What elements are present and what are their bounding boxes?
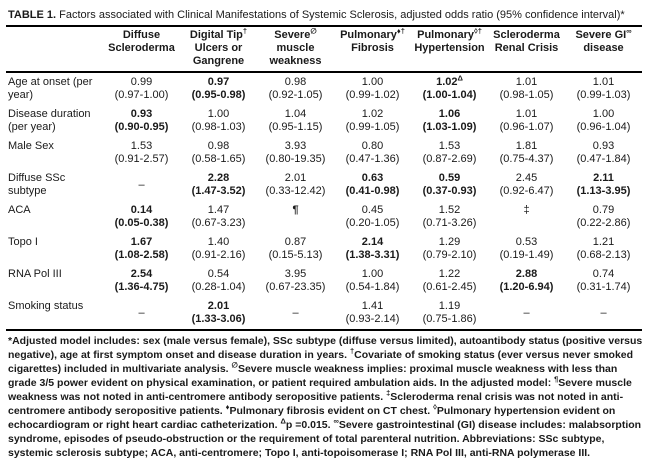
odds-ratio-value: 1.52 [438, 204, 461, 216]
odds-ratio-value: 3.95 [284, 268, 307, 280]
odds-ratio-cell [103, 265, 180, 297]
odds-ratio-cell [103, 169, 180, 201]
odds-ratio-value: 1.00 [361, 268, 384, 280]
confidence-interval: (1.03-1.09) [422, 121, 477, 133]
confidence-interval: (0.71-3.26) [422, 217, 477, 229]
odds-ratio-cell [180, 137, 257, 169]
column-header: Pulmonary♦† Fibrosis [334, 26, 411, 72]
odds-ratio-cell [334, 201, 411, 233]
confidence-interval: (1.00-1.04) [422, 89, 477, 101]
odds-ratio-cell [180, 233, 257, 265]
row-label: ACA [8, 204, 31, 216]
table-row [6, 201, 642, 233]
confidence-interval: (0.99-1.03) [576, 89, 631, 101]
odds-ratio-value: 0.93 [592, 140, 615, 152]
odds-ratio-value: 1.53 [438, 140, 461, 152]
odds-ratio-cell [334, 169, 411, 201]
odds-ratio-value: 2.11 [593, 172, 614, 184]
row-label: Male Sex [8, 140, 54, 152]
confidence-interval: (0.47-1.84) [576, 153, 631, 165]
odds-ratio-cell [488, 201, 565, 233]
odds-ratio-cell [103, 105, 180, 137]
odds-ratio-value: 1.41 [361, 300, 384, 312]
confidence-interval: (0.67-23.35) [265, 281, 326, 293]
odds-ratio-cell [103, 233, 180, 265]
odds-ratio-value: 1.04 [284, 108, 307, 120]
odds-ratio-cell [257, 72, 334, 105]
table-row [6, 72, 642, 105]
odds-ratio-cell [565, 297, 642, 330]
odds-ratio-cell [565, 265, 642, 297]
confidence-interval: (1.13-3.95) [576, 185, 631, 197]
odds-ratio-cell [411, 169, 488, 201]
confidence-interval: (0.22-2.86) [576, 217, 631, 229]
odds-ratio-value: 1.06 [438, 108, 461, 120]
table-row [6, 137, 642, 169]
odds-ratio-cell [488, 265, 565, 297]
odds-ratio-cell [334, 105, 411, 137]
odds-ratio-cell [488, 297, 565, 330]
odds-ratio-value: 1.01 [515, 76, 538, 88]
odds-ratio-value: 1.22 [438, 268, 461, 280]
odds-ratio-value: 0.63 [361, 172, 384, 184]
confidence-interval: (0.68-2.13) [576, 249, 631, 261]
table-header [6, 26, 642, 72]
confidence-interval: (0.96-1.07) [499, 121, 554, 133]
confidence-interval: (0.98-1.03) [191, 121, 246, 133]
odds-ratio-value: 1.00 [207, 108, 230, 120]
odds-ratio-cell [257, 169, 334, 201]
odds-ratio-value: 0.99 [130, 76, 153, 88]
table-body [6, 72, 642, 330]
confidence-interval: (0.05-0.38) [114, 217, 169, 229]
odds-ratio-value: 1.00 [592, 108, 615, 120]
confidence-interval: (0.33-12.42) [265, 185, 326, 197]
odds-ratio-value: 2.28 [207, 172, 230, 184]
odds-ratio-cell [334, 297, 411, 330]
odds-ratio-cell [180, 201, 257, 233]
odds-ratio-cell [334, 265, 411, 297]
odds-ratio-value: 0.53 [515, 236, 538, 248]
odds-ratio-cell [180, 105, 257, 137]
confidence-interval: (1.20-6.94) [499, 281, 554, 293]
odds-ratio-value: 2.54 [130, 268, 153, 280]
empty-cell-dash: – [600, 307, 607, 319]
odds-ratio-value: 1.02 [361, 108, 384, 120]
column-header: Pulmonary◊† Hypertension [411, 26, 488, 72]
odds-ratio-cell [411, 297, 488, 330]
table-title [8, 8, 640, 22]
confidence-interval: (0.91-2.57) [114, 153, 169, 165]
odds-ratio-cell [103, 297, 180, 330]
odds-ratio-cell [488, 137, 565, 169]
odds-ratio-value: 1.01 [592, 76, 615, 88]
odds-ratio-cell [565, 105, 642, 137]
table-footnote: *Adjusted model includes: sex (male versus female), SSc subtype (diffuse versus limited), autoantibody status (positive versus negative), age at first symptom onset and disease duration in years. †Covariate of smoking status (ever versus never smoked cigarettes) included in multivariate analysis. ∅Severe muscle weakness implies: proximal muscle weakness with less than grade 3/5 power evident on physical examination, or patient required ambulation aids. In the adjusted model: ¶Severe muscle weakness was not noted in anti-centromere antibody seropositive patients. ‡Scleroderma renal crisis was not noted in anti-centromere antibody seropositive patients. ♦Pulmonary fibrosis evident on CT chest. ◊Pulmonary hypertension evident on echocardiogram or right heart cardiac catheterization. $^\Delta$p =0.015. ∞Severe gastrointestinal (GI) disease includes: malabsorption syndrome, episodes of pseudo-obstruction or the requirement of total parenteral nutrition. Abbreviations: SSc subtype, systemic sclerosis subtype; ACA, anti-centromere; Topo I, anti-topoisomerase I; RNA Pol III, anti-RNA polymerase III. [8, 335, 643, 459]
confidence-interval: (1.47-3.52) [191, 185, 246, 197]
odds-ratio-table [6, 25, 642, 331]
odds-ratio-value: 1.01 [515, 108, 538, 120]
confidence-interval: (0.20-1.05) [345, 217, 400, 229]
confidence-interval: (0.75-1.86) [422, 313, 477, 325]
odds-ratio-value: 2.88 [515, 268, 538, 280]
confidence-interval: (0.67-3.23) [191, 217, 246, 229]
confidence-interval: (0.15-5.13) [268, 249, 323, 261]
odds-ratio-value: 2.14 [361, 236, 384, 248]
confidence-interval: (0.99-1.05) [345, 121, 400, 133]
odds-ratio-cell [334, 137, 411, 169]
confidence-interval: (0.96-1.04) [576, 121, 631, 133]
header-row [6, 26, 642, 72]
odds-ratio-value: 1.19 [438, 300, 461, 312]
odds-ratio-value: $1.02^\Delta$ [436, 73, 463, 88]
odds-ratio-cell [488, 169, 565, 201]
confidence-interval: (1.36-4.75) [114, 281, 169, 293]
empty-cell-dash: – [523, 307, 530, 319]
confidence-interval: (0.95-0.98) [191, 89, 246, 101]
odds-ratio-cell [180, 265, 257, 297]
odds-ratio-cell [565, 233, 642, 265]
confidence-interval: (0.28-1.04) [191, 281, 246, 293]
confidence-interval: (0.54-1.84) [345, 281, 400, 293]
column-header: Scleroderma Renal Crisis [488, 26, 565, 72]
row-label: Diffuse SSc subtype [8, 172, 66, 197]
odds-ratio-cell [411, 105, 488, 137]
column-header: Severe∅ muscle weakness [257, 26, 334, 72]
odds-ratio-cell [257, 233, 334, 265]
odds-ratio-value: 1.53 [130, 140, 153, 152]
odds-ratio-cell [488, 233, 565, 265]
odds-ratio-cell [103, 72, 180, 105]
odds-ratio-cell [565, 169, 642, 201]
odds-ratio-value: 1.81 [515, 140, 538, 152]
odds-ratio-cell [180, 297, 257, 330]
odds-ratio-cell [257, 297, 334, 330]
odds-ratio-value: 1.21 [592, 236, 615, 248]
confidence-interval: (0.37-0.93) [422, 185, 477, 197]
odds-ratio-cell [334, 72, 411, 105]
row-label: Age at onset (per year) [8, 76, 93, 101]
odds-ratio-cell [565, 201, 642, 233]
odds-ratio-cell [411, 201, 488, 233]
corner-cell [6, 26, 103, 72]
odds-ratio-value: 0.87 [284, 236, 307, 248]
odds-ratio-value: 0.14 [130, 204, 153, 216]
confidence-interval: (0.19-1.49) [499, 249, 554, 261]
odds-ratio-value: 0.59 [438, 172, 461, 184]
odds-ratio-value: 0.98 [284, 76, 307, 88]
empty-cell-dash: – [138, 307, 145, 319]
odds-ratio-value: 2.01 [207, 300, 230, 312]
odds-ratio-cell [103, 201, 180, 233]
odds-ratio-value: 0.45 [361, 204, 384, 216]
confidence-interval: (0.92-1.05) [268, 89, 323, 101]
column-header: Diffuse Scleroderma [103, 26, 180, 72]
odds-ratio-cell [488, 72, 565, 105]
confidence-interval: (0.80-19.35) [265, 153, 326, 165]
confidence-interval: (0.41-0.98) [345, 185, 400, 197]
table-row [6, 265, 642, 297]
odds-ratio-value: 1.29 [438, 236, 461, 248]
column-header: Digital Tip† Ulcers or Gangrene [180, 26, 257, 72]
confidence-interval: (0.61-2.45) [422, 281, 477, 293]
confidence-interval: (0.79-2.10) [422, 249, 477, 261]
odds-ratio-value: 0.74 [592, 268, 615, 280]
empty-cell-dash: – [138, 179, 145, 191]
odds-ratio-cell [257, 265, 334, 297]
odds-ratio-cell [411, 265, 488, 297]
odds-ratio-cell [565, 137, 642, 169]
odds-ratio-cell [565, 72, 642, 105]
row-label: Smoking status [8, 300, 84, 312]
odds-ratio-cell [103, 137, 180, 169]
confidence-interval: (0.98-1.05) [499, 89, 554, 101]
confidence-interval: (0.58-1.65) [191, 153, 246, 165]
row-label: RNA Pol III [8, 268, 62, 280]
table-row [6, 105, 642, 137]
confidence-interval: (1.33-3.06) [191, 313, 246, 325]
odds-ratio-value: 1.00 [361, 76, 384, 88]
odds-ratio-value: 0.98 [207, 140, 230, 152]
confidence-interval: (0.31-1.74) [576, 281, 631, 293]
odds-ratio-cell [180, 169, 257, 201]
odds-ratio-cell [411, 137, 488, 169]
odds-ratio-value: 0.97 [207, 76, 230, 88]
table-title-text: Factors associated with Clinical Manifestations of Systemic Sclerosis, adjusted odds ratio (95% confidence interval)* [56, 9, 625, 21]
odds-ratio-cell [334, 233, 411, 265]
odds-ratio-value: 3.93 [284, 140, 307, 152]
odds-ratio-value: 1.40 [207, 236, 230, 248]
confidence-interval: (1.08-2.58) [114, 249, 169, 261]
confidence-interval: (0.75-4.37) [499, 153, 554, 165]
odds-ratio-cell [180, 72, 257, 105]
odds-ratio-value: 2.01 [284, 172, 307, 184]
odds-ratio-cell [257, 201, 334, 233]
odds-ratio-cell [488, 105, 565, 137]
confidence-interval: (0.99-1.02) [345, 89, 400, 101]
odds-ratio-value: 0.93 [130, 108, 153, 120]
confidence-interval: (0.93-2.14) [345, 313, 400, 325]
confidence-interval: (0.95-1.15) [268, 121, 323, 133]
column-header: Severe GI∞ disease [565, 26, 642, 72]
odds-ratio-cell [257, 105, 334, 137]
odds-ratio-value: 0.54 [207, 268, 230, 280]
empty-cell-dash: – [292, 307, 299, 319]
table-number-label: TABLE 1. [8, 9, 57, 21]
odds-ratio-value: ¶ [292, 204, 299, 216]
odds-ratio-value: 1.67 [130, 236, 153, 248]
row-label: Topo I [8, 236, 38, 248]
confidence-interval: (0.90-0.95) [114, 121, 169, 133]
odds-ratio-value: 0.79 [592, 204, 615, 216]
confidence-interval: (0.87-2.69) [422, 153, 477, 165]
table-row [6, 169, 642, 201]
odds-ratio-value: 0.80 [361, 140, 384, 152]
confidence-interval: (0.91-2.16) [191, 249, 246, 261]
row-label: Disease duration (per year) [8, 108, 91, 133]
confidence-interval: (1.38-3.31) [345, 249, 400, 261]
odds-ratio-value: ‡ [523, 204, 530, 216]
odds-ratio-value: 1.47 [207, 204, 230, 216]
odds-ratio-cell [411, 233, 488, 265]
odds-ratio-cell [257, 137, 334, 169]
table-row [6, 233, 642, 265]
confidence-interval: (0.47-1.36) [345, 153, 400, 165]
table-row [6, 297, 642, 330]
confidence-interval: (0.97-1.00) [114, 89, 169, 101]
odds-ratio-cell [411, 72, 488, 105]
odds-ratio-value: 2.45 [515, 172, 538, 184]
confidence-interval: (0.92-6.47) [499, 185, 554, 197]
